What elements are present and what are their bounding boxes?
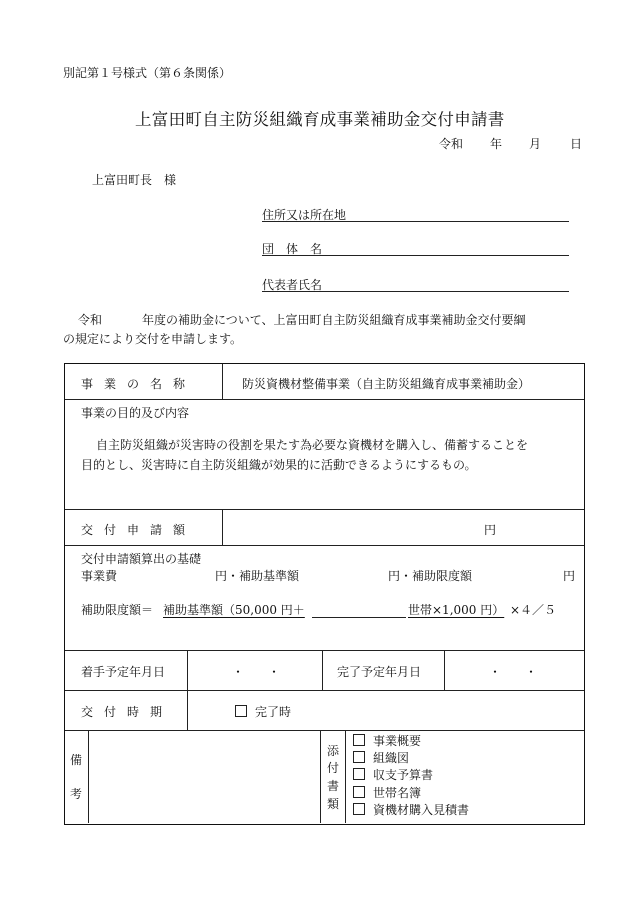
remarks-label-1: 備 xyxy=(70,753,83,767)
amount-label: 交付申請額 xyxy=(81,523,197,537)
formula-suffix: ×４／５ xyxy=(510,603,557,617)
attachment-label: 組織図 xyxy=(373,751,410,765)
remarks-label-2: 考 xyxy=(70,787,83,801)
basis-standard-label: 円・補助基準額 xyxy=(215,569,300,583)
households-field[interactable] xyxy=(312,617,406,618)
attach-label-4: 類 xyxy=(327,797,340,811)
intro-line1: 年度の補助金について、上富田町自主防災組織育成事業補助金交付要綱 xyxy=(142,313,526,327)
group-name-label: 団 体 名 xyxy=(262,242,323,256)
checkbox-icon[interactable] xyxy=(353,786,365,798)
attachment-label: 事業概要 xyxy=(373,734,422,748)
purpose-line2: 目的とし、災害時に自主防災組織が効果的に活動できるようにするもの。 xyxy=(81,458,477,472)
divider xyxy=(444,650,445,690)
attachment-item[interactable] xyxy=(353,801,469,818)
intro-line2: の規定により交付を申請します。 xyxy=(63,332,243,346)
basis-cost-label: 事業費 xyxy=(81,569,118,583)
attach-label-2: 付 xyxy=(327,761,340,775)
date-month-label: 月 xyxy=(529,137,542,151)
purpose-line1: 自主防災組織が災害時の役割を果たす為必要な資機材を購入し、備蓄することを xyxy=(96,438,529,452)
divider xyxy=(65,650,584,651)
formula-standard: 補助基準額（50,000 円＋ xyxy=(163,603,305,617)
purpose-label: 事業の目的及び内容 xyxy=(81,406,190,420)
attachment-item[interactable] xyxy=(353,766,433,783)
basis-limit-unit: 円 xyxy=(563,569,576,583)
date-era: 令和 xyxy=(439,137,464,151)
intro-era: 令和 xyxy=(78,313,103,327)
start-date-value[interactable]: ・ ・ xyxy=(232,665,281,679)
document-title: 上富田町自主防災組織育成事業補助金交付申請書 xyxy=(135,110,505,129)
attachment-item[interactable] xyxy=(353,732,421,749)
divider xyxy=(345,730,346,823)
representative-label: 代表者氏名 xyxy=(262,278,323,292)
timing-checkbox[interactable] xyxy=(235,705,247,717)
divider xyxy=(187,650,188,690)
amount-unit: 円 xyxy=(484,523,497,537)
addressee: 上富田町長 様 xyxy=(92,173,177,187)
divider xyxy=(65,509,584,510)
start-date-label: 着手予定年月日 xyxy=(81,665,166,679)
formula-households: 世帯×1,000 円） xyxy=(408,603,505,617)
date-year-label: 年 xyxy=(490,137,503,151)
address-label: 住所又は所在地 xyxy=(262,208,347,222)
attach-label-3: 書 xyxy=(327,779,340,793)
attachment-item[interactable] xyxy=(353,784,421,801)
project-name-label: 事業の名称 xyxy=(81,377,197,391)
divider xyxy=(187,690,188,730)
form-number: 別記第１号様式（第６条関係） xyxy=(63,66,232,80)
divider xyxy=(320,730,321,823)
end-date-value[interactable]: ・ ・ xyxy=(489,665,538,679)
divider xyxy=(322,650,323,690)
attach-label-1: 添 xyxy=(327,744,340,758)
project-name-value: 防災資機材整備事業（自主防災組織育成事業補助金） xyxy=(242,377,531,391)
attachment-label: 世帯名簿 xyxy=(373,786,422,800)
divider xyxy=(65,690,584,691)
attachment-label: 資機材購入見積書 xyxy=(373,803,470,817)
address-field[interactable] xyxy=(262,221,569,222)
divider xyxy=(65,545,584,546)
checkbox-icon[interactable] xyxy=(353,803,365,815)
end-date-label: 完了予定年月日 xyxy=(337,665,422,679)
basis-label: 交付申請額算出の基礎 xyxy=(81,552,202,566)
checkbox-icon[interactable] xyxy=(353,768,365,780)
divider xyxy=(222,364,223,399)
representative-field[interactable] xyxy=(262,291,569,292)
attachment-label: 収支予算書 xyxy=(373,768,434,782)
group-name-field[interactable] xyxy=(262,255,569,256)
remarks-field[interactable] xyxy=(89,731,319,822)
timing-option-label: 完了時 xyxy=(255,705,292,719)
formula-prefix: 補助限度額＝ xyxy=(81,603,154,617)
timing-label: 交付時期 xyxy=(81,705,174,719)
divider xyxy=(222,509,223,545)
basis-limit-label: 円・補助限度額 xyxy=(388,569,473,583)
divider xyxy=(65,399,584,400)
timing-option[interactable] xyxy=(235,703,291,720)
date-day-label: 日 xyxy=(570,137,583,151)
checkbox-icon[interactable] xyxy=(353,734,365,746)
checkbox-icon[interactable] xyxy=(353,751,365,763)
attachment-item[interactable] xyxy=(353,749,409,766)
